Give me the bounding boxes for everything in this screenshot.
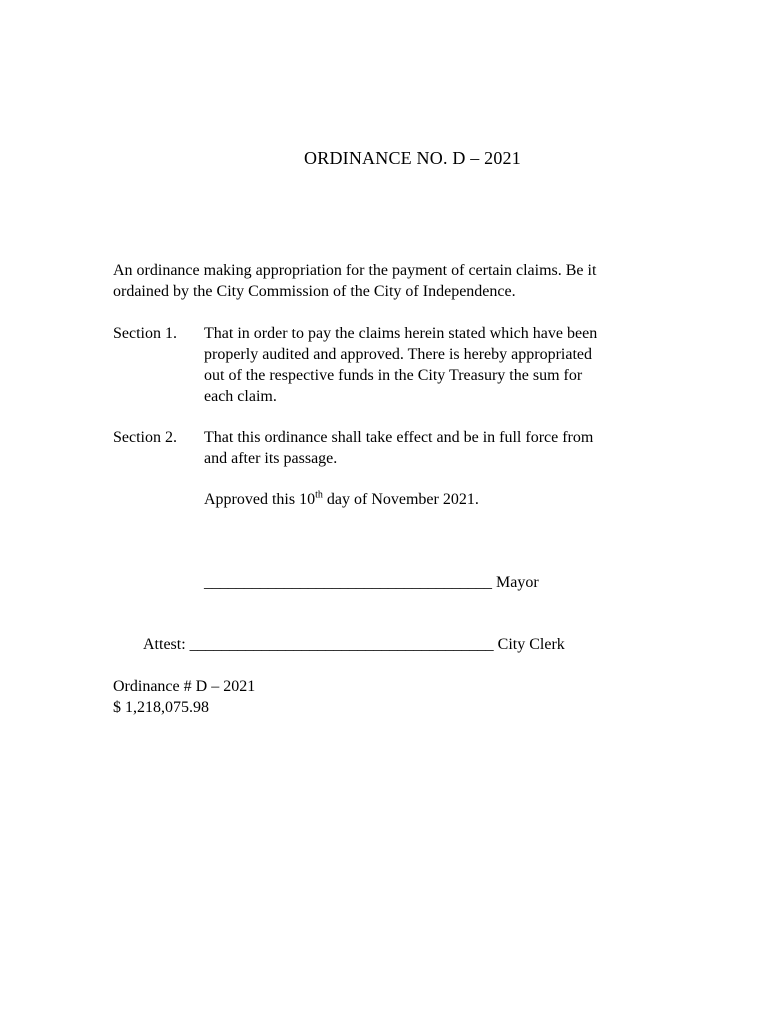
section-2-line: That this ordinance shall take effect and be in full force from xyxy=(204,429,594,446)
section-1-line: out of the respective funds in the City Treasury the sum for xyxy=(204,367,583,384)
section-1-body xyxy=(204,323,597,407)
intro-paragraph xyxy=(113,260,596,302)
footer-amount: $ 1,218,075.98 xyxy=(113,699,209,716)
footer-ordinance-number: Ordinance # D – 2021 xyxy=(113,678,256,695)
ordinance-title: ORDINANCE NO. D – 2021 xyxy=(304,148,521,168)
attest-signature-line: Attest: ______________________________________ City Clerk xyxy=(143,636,565,653)
section-2-line: and after its passage. xyxy=(204,450,338,467)
approved-prefix: Approved this 10 xyxy=(204,491,316,508)
section-2-label: Section 2. xyxy=(113,429,177,446)
section-1-line: That in order to pay the claims herein stated which have been xyxy=(204,325,598,342)
section-1-line: each claim. xyxy=(204,388,277,405)
approved-ordinal: th xyxy=(315,489,323,501)
section-2-body xyxy=(204,427,593,469)
section-1-line: properly audited and approved. There is hereby appropriated xyxy=(204,346,592,363)
approved-line xyxy=(204,489,479,510)
section-1-label: Section 1. xyxy=(113,325,177,342)
approved-suffix: day of November 2021. xyxy=(322,491,479,508)
mayor-signature-line: ____________________________________ Mayor xyxy=(204,574,539,591)
footer-block xyxy=(113,676,255,718)
intro-line-1: An ordinance making appropriation for the payment of certain claims. Be it xyxy=(113,262,597,279)
intro-line-2: ordained by the City Commission of the City of Independence. xyxy=(113,283,516,300)
